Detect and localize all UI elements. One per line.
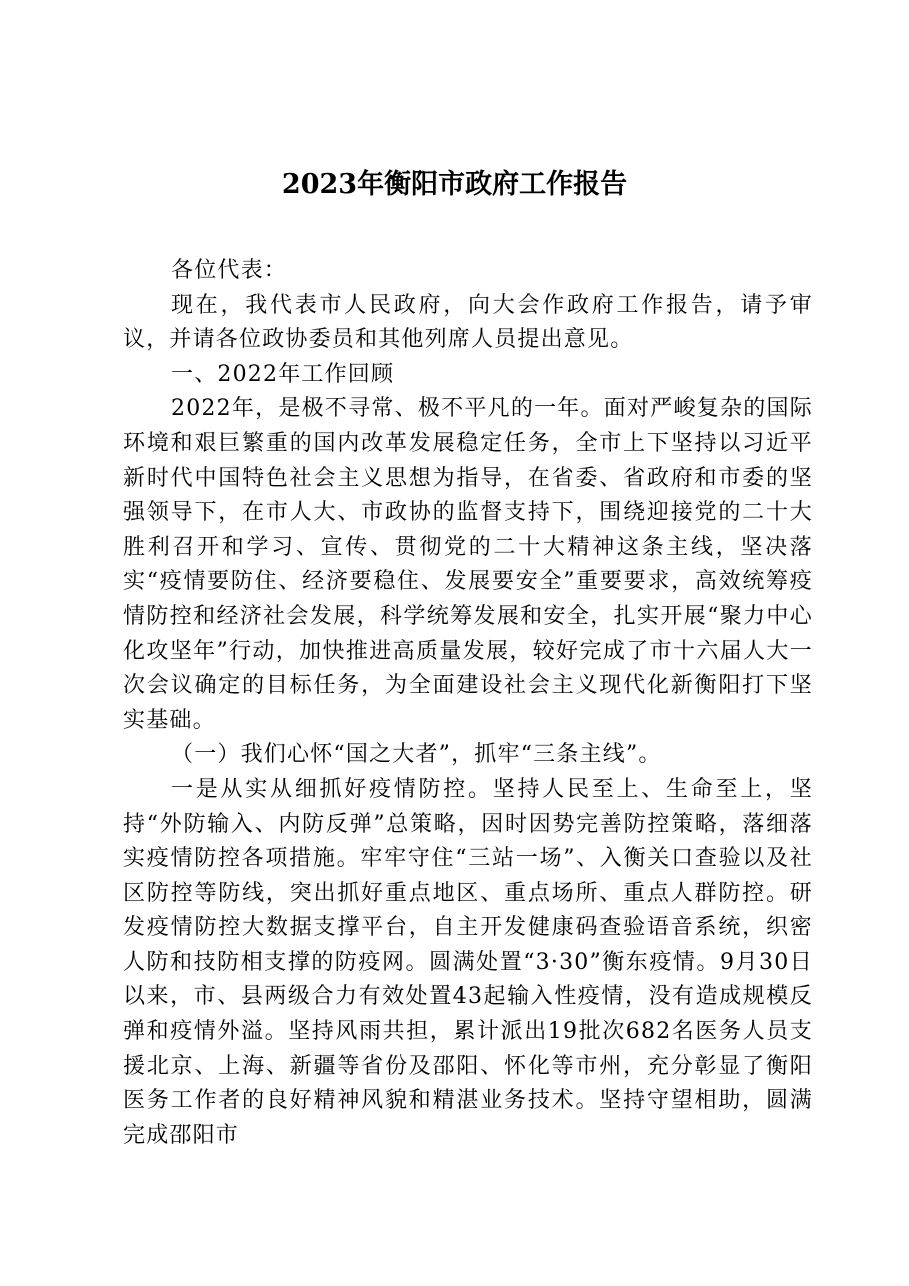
review-paragraph: 2022年，是极不寻常、极不平凡的一年。面对严峻复杂的国际环境和艰巨繁重的国内改革发展稳定任务，全市上下坚持以习近平新时代中国特色社会主义思想为指导，在省委、省政府和市委的坚强领导下，在市人大、市政协的监督支持下，围绕迎接党的二十大胜利召开和学习、宣传、贯彻党的二十大精神这条主线，坚决落实“疫情要防住、经济要稳住、发展要安全”重要要求，高效统筹疫情防控和经济社会发展，科学统筹发展和安全，扎实开展“聚力中心化攻坚年”行动，加快推进高质量发展，较好完成了市十六届人大一次会议确定的目标任务，为全面建设社会主义现代化新衡阳打下坚实基础。 xyxy=(123,396,813,733)
section-heading: 一、2022年工作回顾 xyxy=(171,361,395,387)
epidemic-control-paragraph: 一是从实从细抓好疫情防控。坚持人民至上、生命至上，坚持“外防输入、内防反弹”总策略，因时因势完善防控策略，落细落实疫情防控各项措施。牢牢守住“三站一场”、入衡关口查验以及社区防控等防线，突出抓好重点地区、重点场所、重点人群防控。研发疫情防控大数据支撑平台，自主开发健康码查验语音系统，织密人防和技防相支撑的防疫网。圆满处置“3·30”衡东疫情。9月30日以来，市、县两级合力有效处置43起输入性疫情，没有造成规模反弹和疫情外溢。坚持风雨共担，累计派出19批次682名医务人员支援北京、上海、新疆等省份及邵阳、怀化等市州，充分彰显了衡阳医务工作者的良好精神风貌和精湛业务技术。坚持守望相助，圆满完成邵阳市 xyxy=(123,776,813,1148)
document-body xyxy=(123,254,813,1153)
subsection-heading: （一）我们心怀“国之大者”，抓牢“三条主线”。 xyxy=(171,742,662,768)
document-title: 2023年衡阳市政府工作报告 xyxy=(281,169,628,200)
salutation-paragraph: 各位代表： xyxy=(171,258,288,283)
intro-paragraph: 现在，我代表市人民政府，向大会作政府工作报告，请予审议，并请各位政协委员和其他列席人员提出意见。 xyxy=(123,292,813,353)
